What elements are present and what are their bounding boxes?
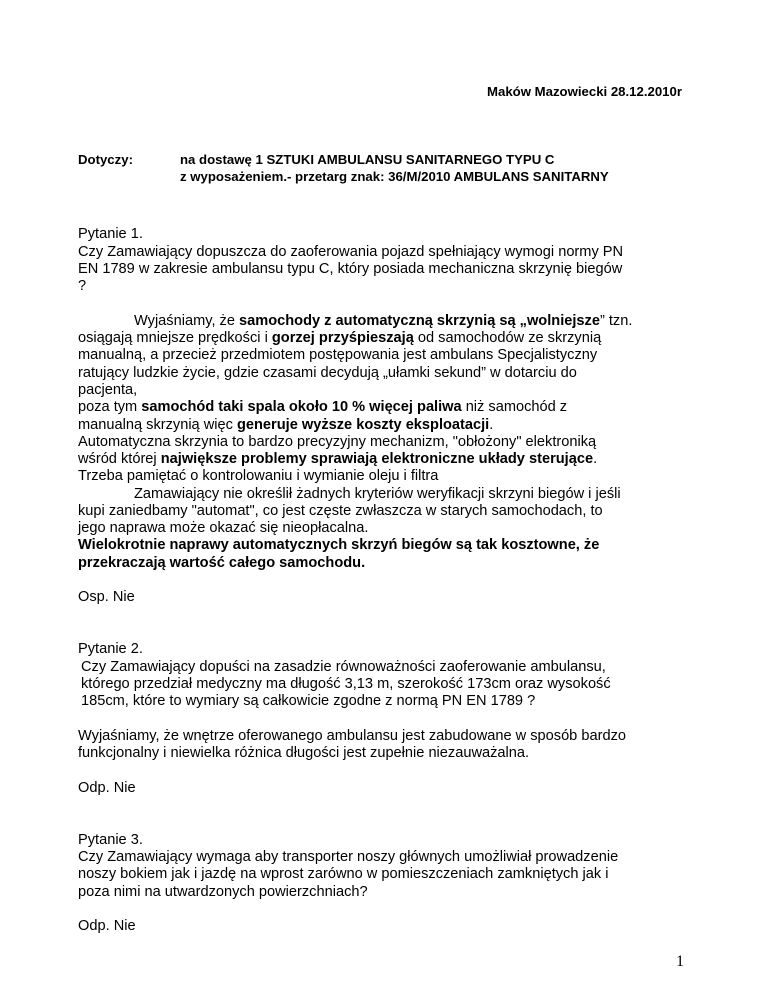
answer-1-emphasis: największe problemy sprawiają elektroniczne układy sterujące [160,451,594,467]
answer-1-line-4: ratujący ludzkie życie, gdzie czasami decydują „ułamki sekund” w dotarciu do [78,365,577,381]
answer-1-line-8: Automatyczna skrzynia to bardzo precyzyjny mechanizm, "obłożony" elektroniką [78,434,597,450]
question-1-line-2: EN 1789 w zakresie ambulansu typu C, który posiada mechaniczna skrzynię biegów [78,261,623,277]
question-1-line-3: ? [78,278,87,294]
answer-1-line-3: manualną, a przecież przedmiotem postępowania jest ambulans Specjalistyczny [78,347,598,363]
answer-1-line-5: pacjenta, [78,382,138,398]
answer-1-text: . [489,417,494,433]
answer-1-line-15: przekraczają wartość całego samochodu. [78,555,366,571]
answer-1-text: ” tzn. [599,313,633,329]
reply-1: Osp. Nie [78,589,135,605]
page-number: 1 [676,953,684,970]
question-3-line-1: Czy Zamawiający wymaga aby transporter noszy głównych umożliwiał prowadzenie [78,849,619,865]
answer-1-text: niż samochód z [461,399,568,415]
answer-1-emphasis: samochód taki spala około 10 % więcej paliwa [141,399,462,415]
answer-1-text: Wyjaśniamy, że [134,313,240,329]
answer-1-line-11: Zamawiający nie określił żadnych kryteriów weryfikacji skrzyni biegów i jeśli [134,486,621,502]
subject-label: Dotyczy: [78,152,133,167]
answer-1-line-13: jego naprawa może okazać się nieopłacalna. [78,520,369,536]
question-3-line-3: poza nimi na utwardzonych powierzchniach? [78,884,368,900]
answer-1-line-14: Wielokrotnie naprawy automatycznych skrzyń biegów są tak kosztowne, że [78,537,600,553]
answer-1-text: manualną skrzynią więc [78,417,237,433]
answer-1-text: . [593,451,598,467]
answer-1-emphasis: generuje wyższe koszty eksploatacji [236,417,490,433]
question-1-line-1: Czy Zamawiający dopuszcza do zaoferowania pojazd spełniający wymogi normy PN [78,244,624,260]
answer-1-line-2 [78,330,601,347]
question-2-line-1: Czy Zamawiający dopuści na zasadzie równoważności zaoferowanie ambulansu, [81,659,606,675]
question-2-line-3: 185cm, które to wymiary są całkowicie zgodne z normą PN EN 1789 ? [81,693,536,709]
subject-line-1: na dostawę 1 SZTUKI AMBULANSU SANITARNEGO TYPU C [180,152,555,167]
question-3-line-2: noszy bokiem jak i jazdę na wprost zarówno w pomieszczeniach zamkniętych jak i [78,866,609,882]
question-2-heading: Pytanie 2. [78,641,143,657]
answer-1-text: poza tym [78,399,142,415]
answer-1-text: od samochodów ze skrzynią [413,330,602,346]
answer-1-emphasis: gorzej przyśpieszają [271,330,414,346]
answer-1-line-12: kupi zaniedbamy "automat", co jest częste zwłaszcza w starych samochodach, to [78,503,603,519]
answer-1-line-7 [78,417,493,434]
question-1-heading: Pytanie 1. [78,226,143,242]
question-3-heading: Pytanie 3. [78,832,143,848]
answer-1-line-1 [134,313,632,330]
answer-1-line-10: Trzeba pamiętać o kontrolowaniu i wymianie oleju i filtra [78,468,439,484]
answer-1-emphasis: samochody z automatyczną skrzynią są „wolniejsze [239,313,600,329]
answer-2-line-1: Wyjaśniamy, że wnętrze oferowanego ambulansu jest zabudowane w sposób bardzo [78,728,626,744]
answer-1-text: osiągają mniejsze prędkości i [78,330,272,346]
subject-line-2: z wyposażeniem.- przetarg znak: 36/M/2010 AMBULANS SANITARNY [180,169,609,184]
reply-3: Odp. Nie [78,918,136,934]
answer-1-line-6 [78,399,567,416]
reply-2: Odp. Nie [78,780,136,796]
answer-1-text: wśród której [78,451,161,467]
answer-2-line-2: funkcjonalny i niewielka różnica długości jest zupełnie niezauważalna. [78,745,530,761]
question-2-line-2: którego przedział medyczny ma długość 3,13 m, szerokość 173cm oraz wysokość [81,676,611,692]
answer-1-line-9 [78,451,597,468]
place-date: Maków Mazowiecki 28.12.2010r [487,84,682,99]
